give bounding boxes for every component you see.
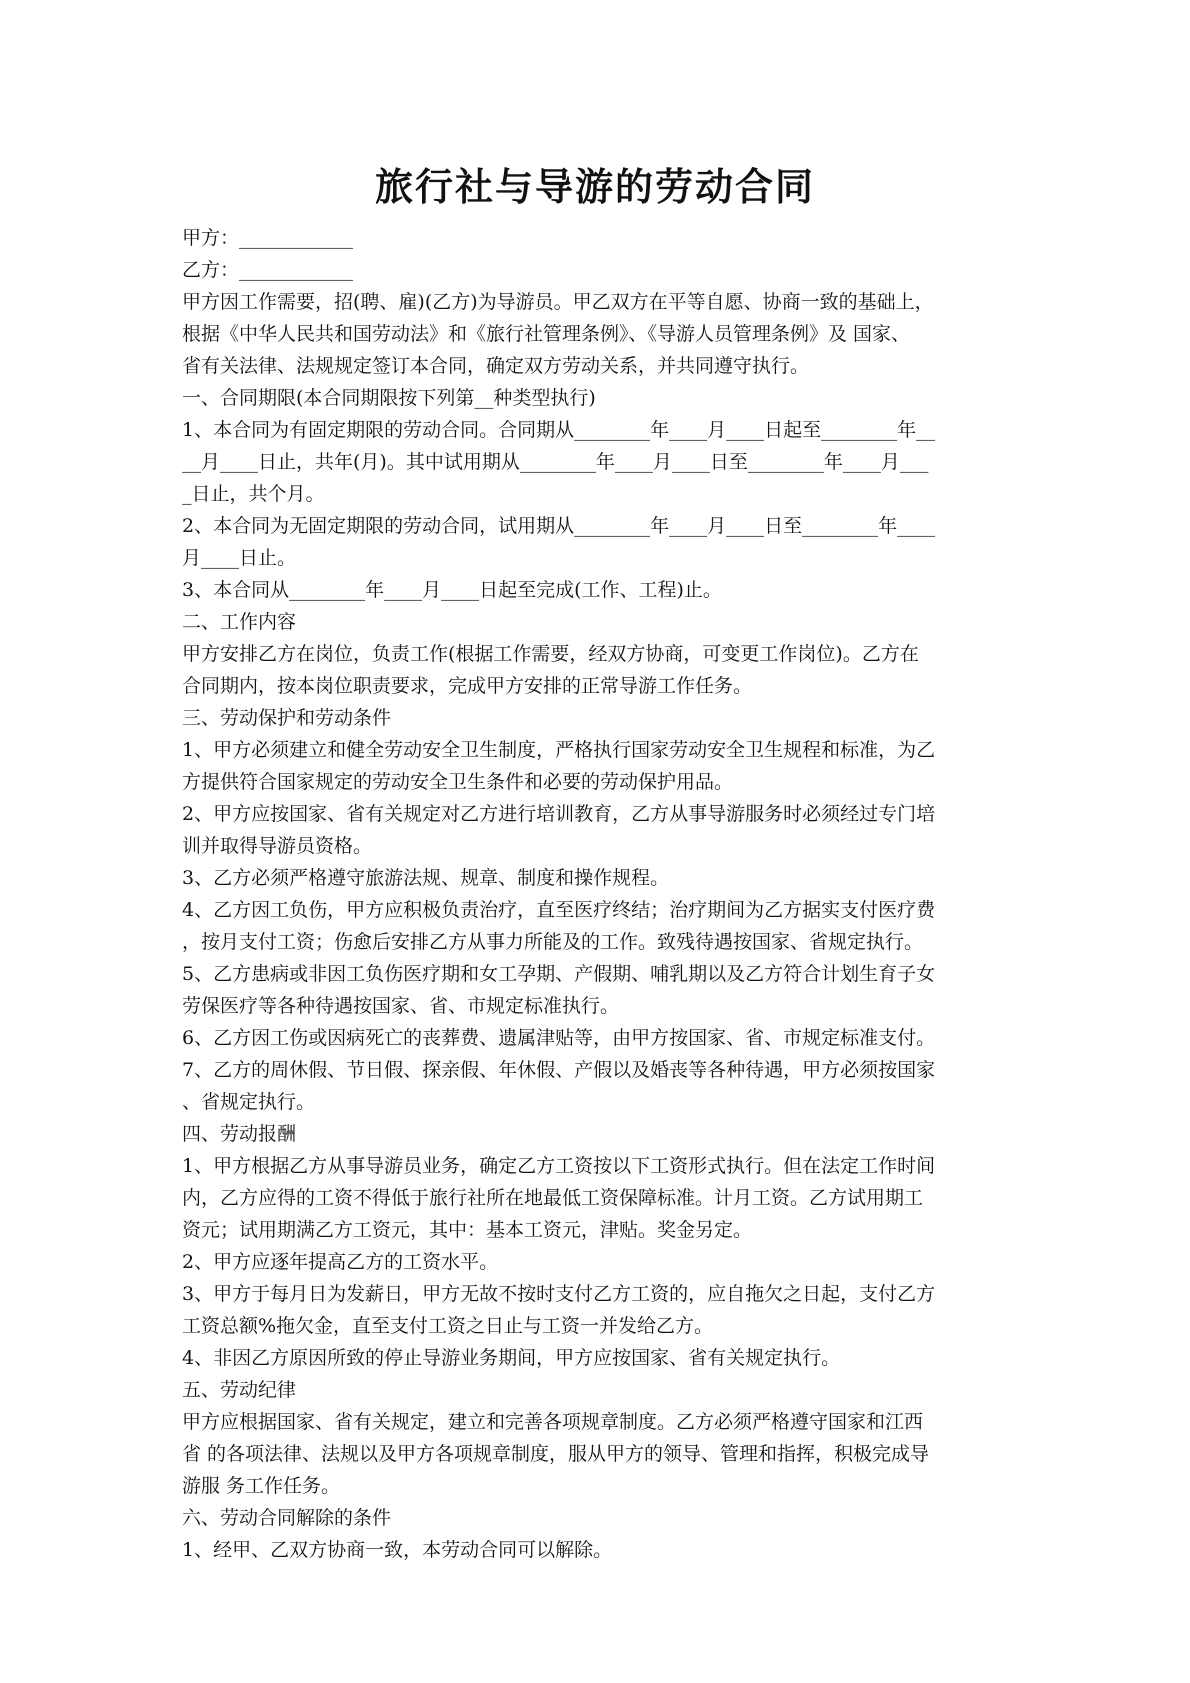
text-line: 训并取得导游员资格。 (182, 835, 373, 857)
text-line: 3、本合同从________年____月____日起至完成(工作、工程)止。 (182, 579, 722, 601)
document-title: 旅行社与导游的劳动合同 (374, 164, 815, 209)
text-line: 甲方：____________ (182, 227, 354, 249)
text-line: 6、乙方因工伤或因病死亡的丧葬费、遗属津贴等，由甲方按国家、省、市规定标准支付。 (182, 1027, 936, 1049)
text-line: 一、合同期限(本合同期限按下列第__种类型执行) (182, 387, 596, 409)
text-line: 省 的各项法律、法规以及甲方各项规章制度，服从甲方的领导、管理和指挥，积极完成导 (182, 1443, 930, 1465)
text-line: 月____日止。 (182, 547, 297, 569)
text-line: 劳保医疗等各种待遇按国家、省、市规定标准执行。 (182, 995, 620, 1017)
text-line: 1、经甲、乙双方协商一致，本劳动合同可以解除。 (182, 1539, 613, 1561)
text-line: 甲方安排乙方在岗位，负责工作(根据工作需要，经双方协商，可变更工作岗位)。乙方在 (182, 643, 919, 665)
text-line: 游服 务工作任务。 (182, 1475, 341, 1497)
text-line: 五、劳动纪律 (182, 1379, 297, 1401)
text-line: 4、乙方因工负伤，甲方应积极负责治疗，直至医疗终结；治疗期间为乙方据实支付医疗费 (182, 899, 936, 921)
text-line: 5、乙方患病或非因工负伤医疗期和女工孕期、产假期、哺乳期以及乙方符合计划生育子女 (182, 963, 936, 985)
text-line: 2、本合同为无固定期限的劳动合同，试用期从________年____月____日至________年____ (182, 515, 936, 537)
text-line: 六、劳动合同解除的条件 (182, 1507, 392, 1529)
text-line: 7、乙方的周休假、节日假、探亲假、年休假、产假以及婚丧等各种待遇，甲方必须按国家 (182, 1059, 936, 1081)
text-line: 2、甲方应逐年提高乙方的工资水平。 (182, 1251, 499, 1273)
text-line: 乙方：____________ (182, 259, 354, 281)
text-line: 1、甲方必须建立和健全劳动安全卫生制度，严格执行国家劳动安全卫生规程和标准，为乙 (182, 739, 936, 761)
text-line: 1、本合同为有固定期限的劳动合同。合同期从________年____月____日起至________年__ (182, 419, 936, 441)
text-line: ，按月支付工资；伤愈后安排乙方从事力所能及的工作。致残待遇按国家、省规定执行。 (182, 931, 924, 953)
text-line: 方提供符合国家规定的劳动安全卫生条件和必要的劳动保护用品。 (182, 771, 734, 793)
text-line: 3、甲方于每月日为发薪日，甲方无故不按时支付乙方工资的，应自拖欠之日起，支付乙方 (182, 1283, 936, 1305)
text-line: __月____日止，共年(月)。其中试用期从________年____月____日至________年____月___ (182, 451, 929, 473)
text-line: 4、非因乙方原因所致的停止导游业务期间，甲方应按国家、省有关规定执行。 (182, 1347, 841, 1369)
text-line: 内，乙方应得的工资不得低于旅行社所在地最低工资保障标准。计月工资。乙方试用期工 (182, 1187, 924, 1209)
text-line: 工资总额%拖欠金，直至支付工资之日止与工资一并发给乙方。 (182, 1315, 714, 1337)
text-line: 2、甲方应按国家、省有关规定对乙方进行培训教育，乙方从事导游服务时必须经过专门培 (182, 803, 936, 825)
text-line: 三、劳动保护和劳动条件 (182, 707, 392, 729)
document-body (182, 222, 1022, 1566)
text-line: 甲方因工作需要，招(聘、雇)(乙方)为导游员。甲乙双方在平等自愿、协商一致的基础上， (182, 291, 934, 313)
text-line: 四、劳动报酬 (182, 1123, 297, 1145)
text-line: 甲方应根据国家、省有关规定，建立和完善各项规章制度。乙方必须严格遵守国家和江西 (182, 1411, 924, 1433)
text-line: 二、工作内容 (182, 611, 297, 633)
text-line: 1、甲方根据乙方从事导游员业务，确定乙方工资按以下工资形式执行。但在法定工作时间 (182, 1155, 936, 1177)
text-line: 根据《中华人民共和国劳动法》和《旅行社管理条例》、《导游人员管理条例》及 国家、 (182, 323, 911, 345)
text-line: 资元；试用期满乙方工资元，其中：基本工资元，津贴。奖金另定。 (182, 1219, 753, 1241)
text-line: 、省规定执行。 (182, 1091, 316, 1113)
text-line: 3、乙方必须严格遵守旅游法规、规章、制度和操作规程。 (182, 867, 670, 889)
text-line: _日止，共个月。 (182, 483, 325, 505)
text-line: 省有关法律、法规规定签订本合同，确定双方劳动关系，并共同遵守执行。 (182, 355, 810, 377)
text-line: 合同期内，按本岗位职责要求，完成甲方安排的正常导游工作任务。 (182, 675, 753, 697)
